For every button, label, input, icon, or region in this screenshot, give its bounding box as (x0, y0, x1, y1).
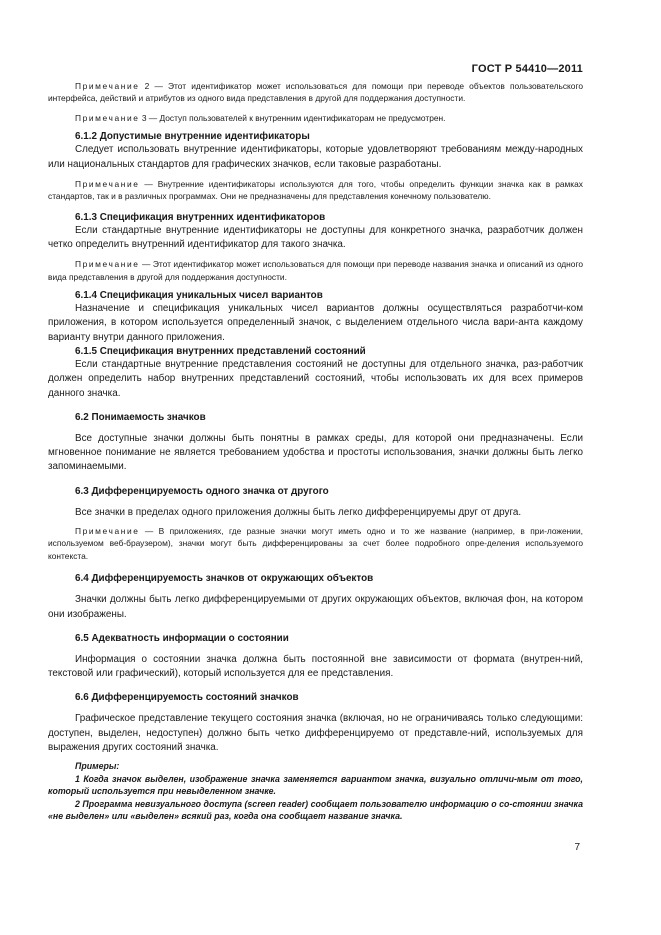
page-content (48, 80, 583, 822)
note-6-1-3 (48, 258, 583, 283)
heading-6-1-3: 6.1.3 Спецификация внутренних идентификаторов (75, 211, 326, 223)
note-number: 2 (144, 81, 150, 91)
note-text: — В приложениях, где разные значки могут иметь одно и то же название (например, в при-ложении, используемом веб-браузером), значки могут быть дифференцированы за счет более подробного опре-деления используемого контекста. (48, 526, 583, 561)
page-number: 7 (574, 842, 580, 853)
note-text: — Этот идентификатор может использоваться для помощи при переводе объектов пользовательского интерфейса, действий и атрибутов из одного вида представления в другой для поддержания доступности. (48, 81, 583, 104)
heading-6-1-4: 6.1.4 Спецификация уникальных чисел вариантов (75, 290, 323, 302)
paragraph-6-1-5: Если стандартные внутренние представления состояний не доступны для отдельного значка, раз-работчик должен определить набор внутренних представлений состояний, чтобы использовать их для всех примеров данного значка. (48, 358, 583, 399)
heading-6-1-5: 6.1.5 Спецификация внутренних представлений состояний (75, 345, 366, 357)
paragraph-6-6: Графическое представление текущего состояния значка (включая, но не ограничиваясь только следующими: доступен, выделен, недоступен) должно быть четко дифференцируемо от представле-ний, используемых для выражения других состояний значка. (48, 713, 583, 753)
note-6-3 (48, 525, 583, 562)
note-label: Примечание (75, 112, 140, 123)
heading-6-6: 6.6 Дифференцируемость состояний значков (75, 692, 299, 704)
note-2 (48, 80, 583, 105)
heading-6-3: 6.3 Дифференцируемость одного значка от другого (75, 485, 329, 497)
heading-6-2: 6.2 Понимаемость значков (75, 411, 206, 423)
note-text: — Этот идентификатор может использоваться для помощи при переводе названия значка и описаний из одного вида представления в другой для поддержания доступности. (48, 259, 583, 282)
paragraph-6-4: Значки должны быть легко дифференцируемыми от других окружающих объектов, включая фон, на котором они изображены. (48, 594, 583, 620)
note-number: 3 (141, 112, 147, 123)
note-6-1-2 (48, 178, 583, 203)
example-2: 2 Программа невизуального доступа (screen reader) сообщает пользователю информацию о со-стоянии значка «не выделен» или «выделен» всякий раз, когда она сообщает название значка. (48, 798, 583, 821)
note-label: Примечание (75, 178, 140, 189)
paragraph-6-2: Все доступные значки должны быть понятны в рамках среды, для которой они предназначены. Если мгновенное понимание не является требованием удобства и простоты использования, значки должны быть легко запоминаемыми. (48, 432, 583, 473)
paragraph-6-5: Информация о состоянии значка должна быть постоянной вне зависимости от формата (внутрен-ний, текстовой или графический), который используется для ее представления. (48, 653, 583, 680)
note-text: — Доступ пользователей к внутренним идентификаторам не предусмотрен. (146, 112, 446, 123)
paragraph-6-1-3: Если стандартные внутренние идентификаторы не доступны для конкретного значка, разработчик должен четко определить внутренний идентификатор для такого значка. (48, 224, 583, 250)
note-text: — Внутренние идентификаторы используются для того, чтобы определить функции значка как в рамках стандартов, так и в различных программах. Они не предназначены для представления конечному пользователю. (48, 178, 583, 202)
paragraph-6-1-4: Назначение и спецификация уникальных чисел вариантов должны осуществляться разработчи-ком приложения, в котором используется определенный значок, с выделением отдельного числа вари-анта каждому варианту внутри данного приложения. (48, 303, 583, 343)
examples-title: Примеры: (75, 761, 120, 772)
heading-6-1-2: 6.1.2 Допустимые внутренние идентификаторы (75, 131, 310, 143)
paragraph-6-3: Все значки в пределах одного приложения должны быть легко дифференцируемы друг от друга. (75, 506, 522, 518)
note-label: Примечание (75, 259, 140, 270)
heading-6-4: 6.4 Дифференцируемость значков от окружающих объектов (75, 573, 374, 585)
standard-header: ГОСТ Р 54410—2011 (471, 63, 583, 75)
heading-6-5: 6.5 Адекватность информации о состоянии (75, 632, 289, 644)
note-3 (48, 112, 583, 124)
example-1: 1 Когда значок выделен, изображение значка заменяется вариантом значка, визуально отличи-мым от того, который используется при невыделенном значке. (48, 773, 583, 797)
note-label: Примечание (75, 526, 140, 536)
note-label: Примечание (75, 81, 140, 91)
paragraph-6-1-2: Следует использовать внутренние идентификаторы, которые удовлетворяют требованиям между-народных или национальных стандартов для графических значков, если таковые разработаны. (48, 144, 583, 170)
